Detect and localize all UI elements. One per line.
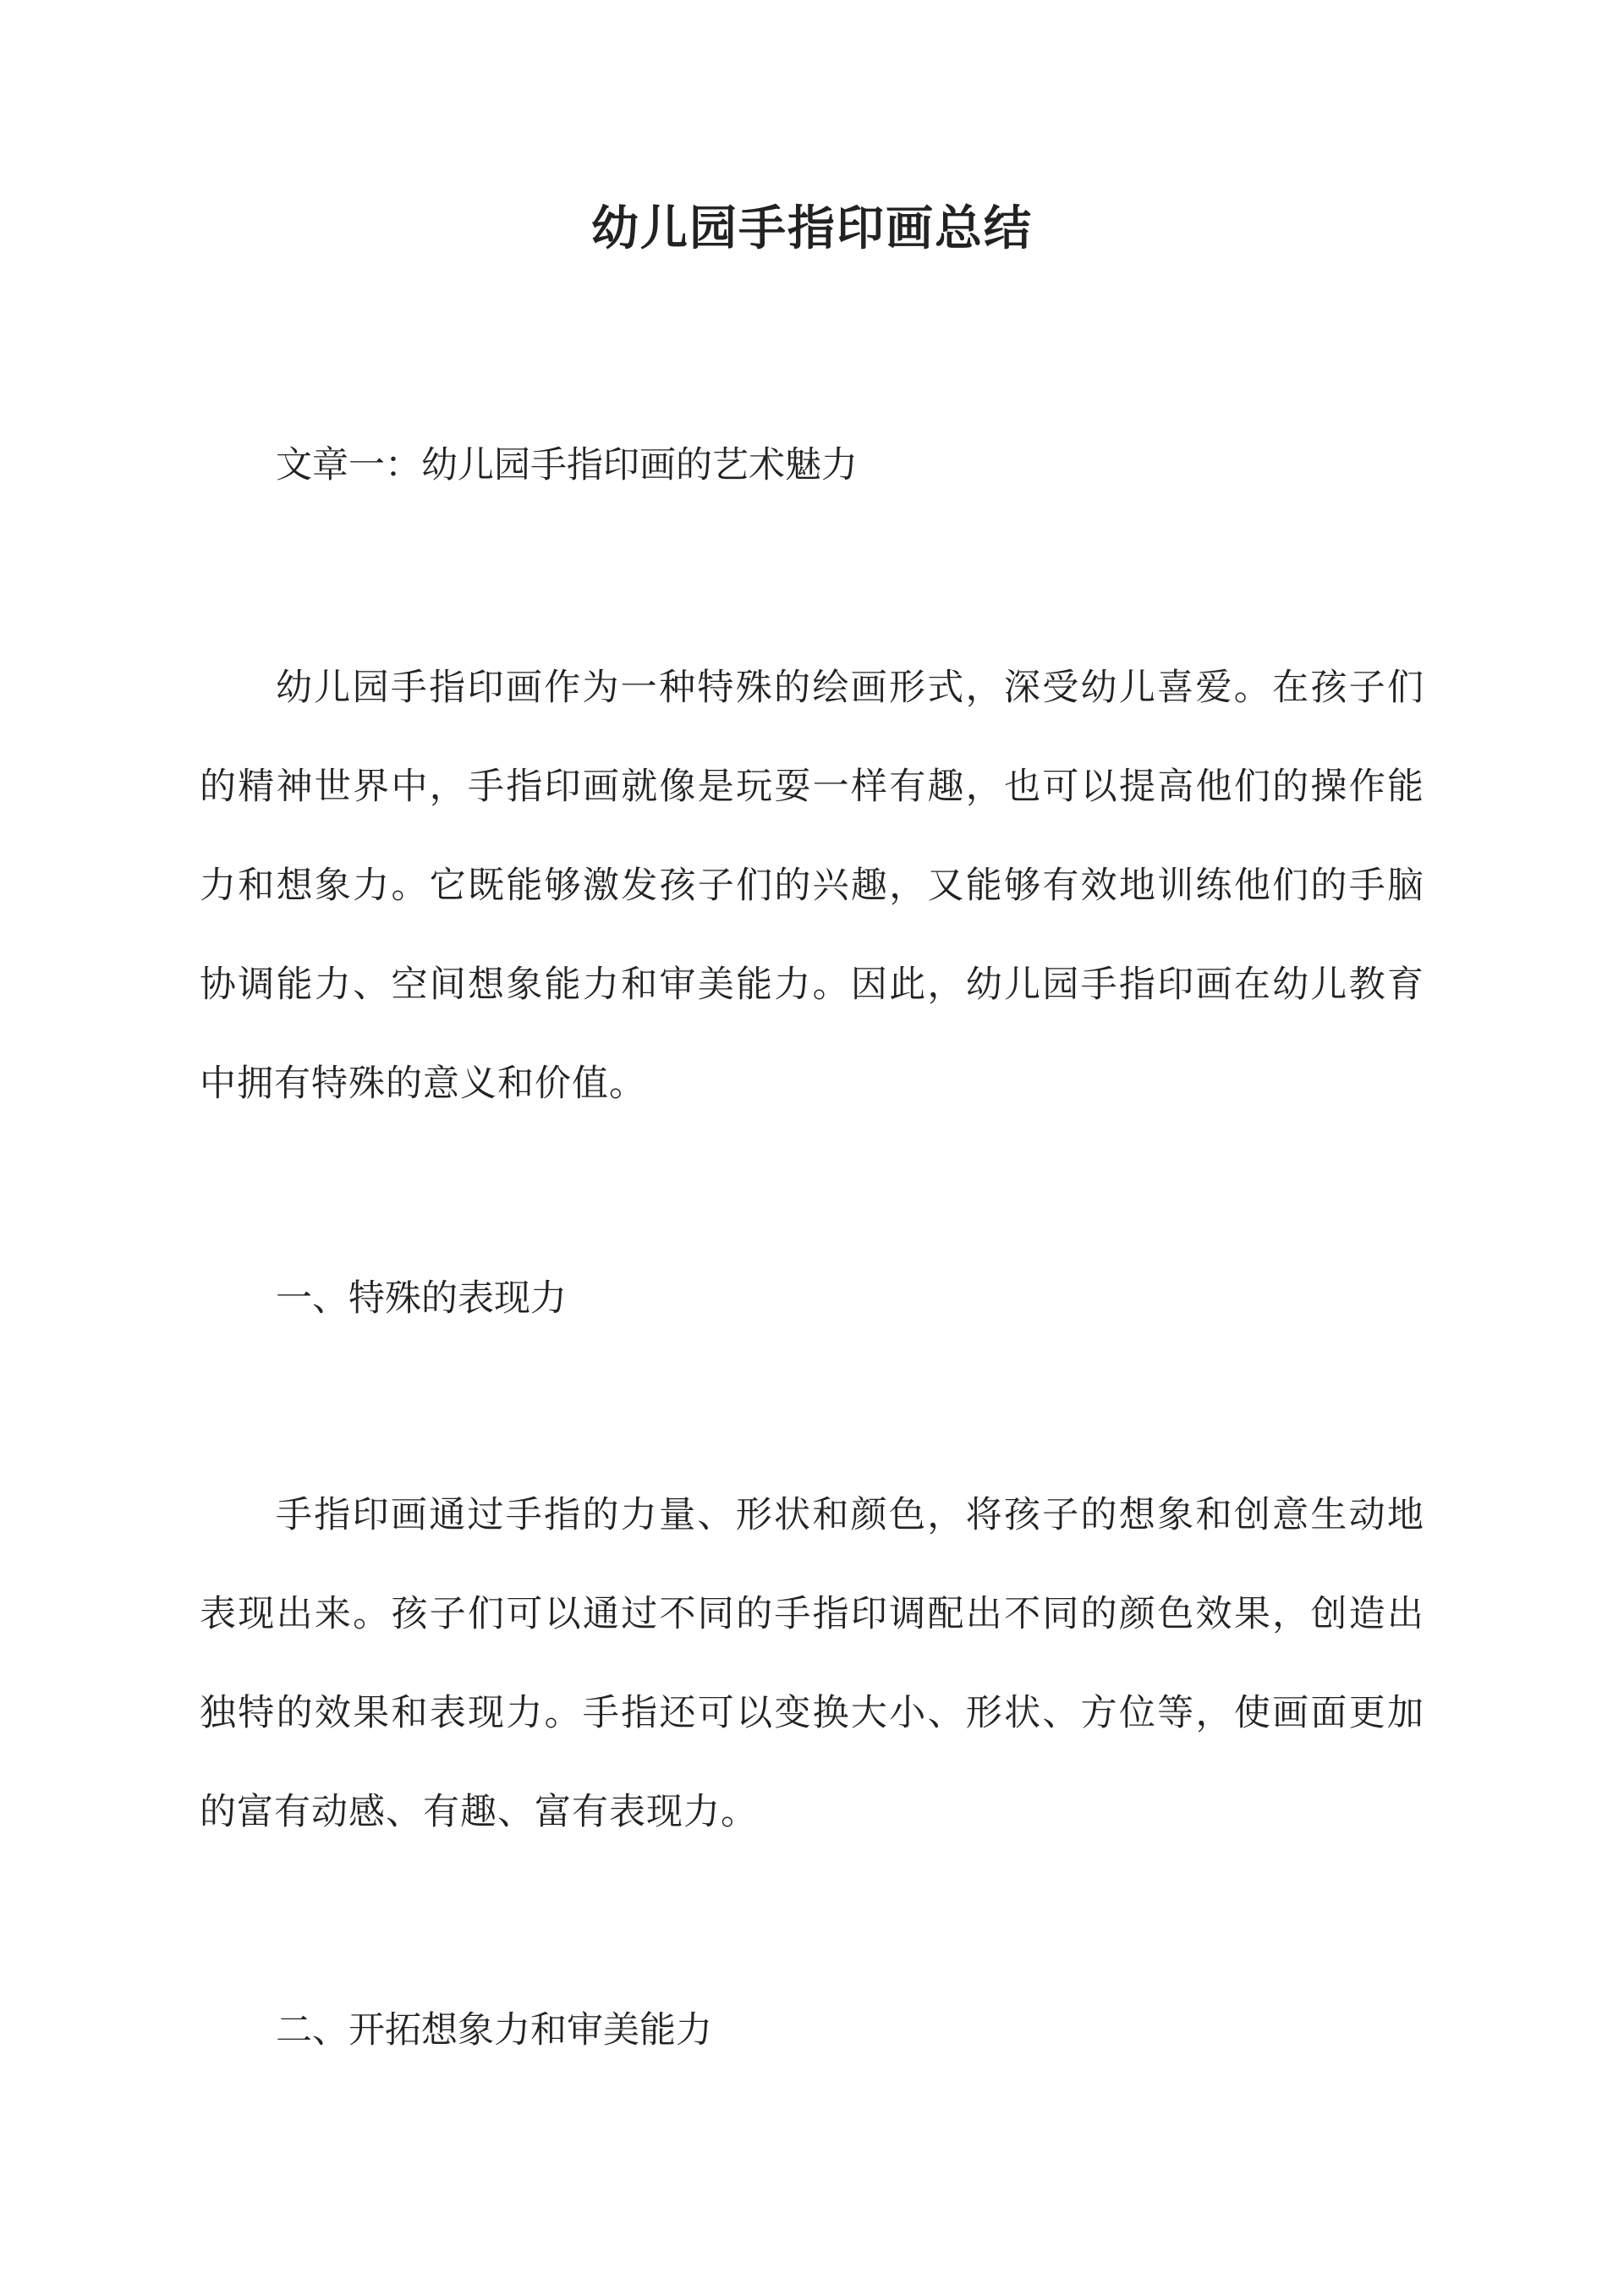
section-2-heading: 二、开拓想象力和审美能力 (276, 2009, 712, 2052)
document-title: 幼儿园手指印画总结 (591, 200, 1033, 256)
intro-paragraph: 幼儿园手指印画作为一种特殊的绘画形式，深受幼儿喜爱。在孩子们的精神世界中，手指印画就像是玩耍一样有趣，也可以提高他们的操作能力和想象力。它既能够激发孩子们的兴趣，又能够有效地训练他们的手脑协调能力、空间想象能力和审美能力。因此，幼儿园手指印画在幼儿教育中拥有特殊的意义和价值。 (200, 667, 1424, 1105)
article-heading: 文章一：幼儿园手指印画的艺术魅力 (276, 444, 858, 486)
section-1-heading: 一、特殊的表现力 (276, 1277, 567, 1320)
section-1-paragraph: 手指印画通过手指的力量、形状和颜色，将孩子的想象和创意生动地表现出来。孩子们可以通过不同的手指印调配出不同的颜色效果，创造出独特的效果和表现力。手指还可以变换大小、形状、方位等，使画面更加的富有动感、有趣、富有表现力。 (200, 1494, 1424, 1833)
